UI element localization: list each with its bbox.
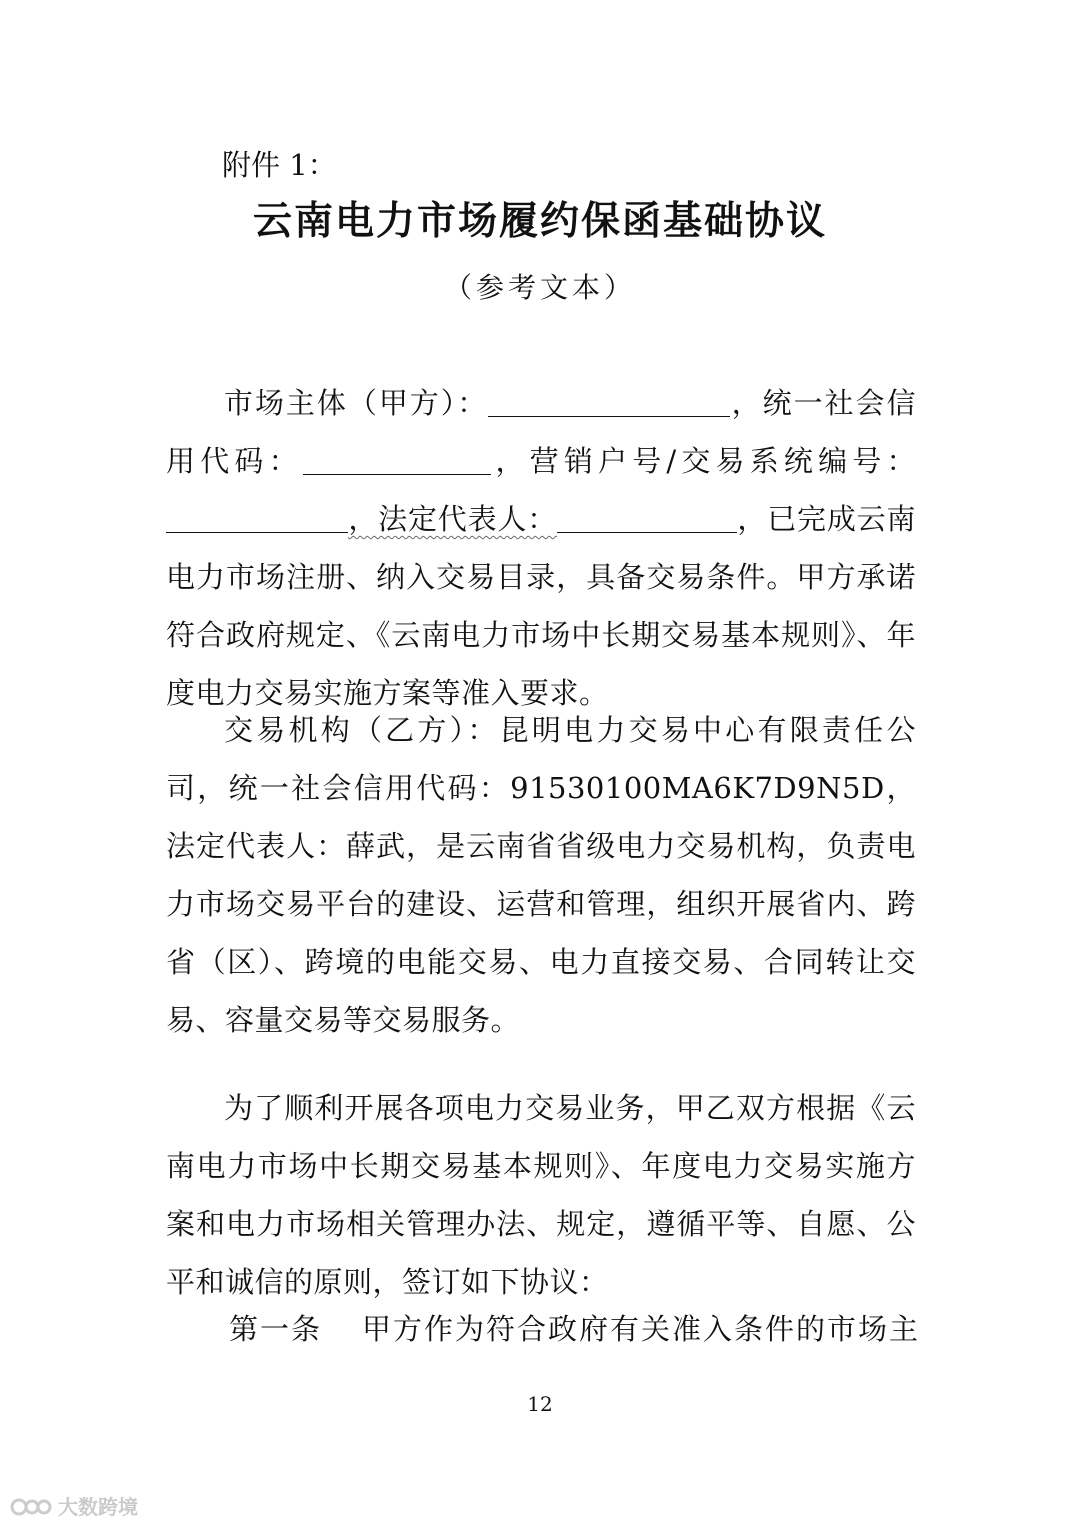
watermark-text: 大数跨境 (58, 1495, 138, 1519)
legal-rep-blank (557, 502, 737, 533)
article-1-text: 甲方作为符合政府有关准入条件的市场主 (362, 1312, 921, 1346)
page-number: 12 (527, 1392, 553, 1416)
preamble-paragraph: 为了顺利开展各项电力交易业务，甲乙双方根据《云南电力市场中长期交易基本规则》、年度电力交易实施方案和电力市场相关管理办法、规定，遵循平等、自愿、公平和诚信的原则，签订如下协议： (166, 1091, 916, 1299)
party-b-paragraph: 交易机构（乙方）：昆明电力交易中心有限责任公司，统一社会信用代码：91530100MA6K7D9N5D，法定代表人：薛武，是云南省省级电力交易机构，负责电力市场交易平台的建设、运营和管理，组织开展省内、跨省（区）、跨境的电能交易、电力直接交易、合同转让交易、容量交易等交易服务。 (166, 713, 916, 1037)
account-number-label: ，营销户号/交易系统编号： (490, 444, 916, 478)
legal-rep-label: ，法定代表人： (348, 502, 558, 536)
credit-code-label: ，统一社会信用代码： (166, 386, 916, 478)
party-a-paragraph (166, 374, 916, 722)
credit-code-blank (303, 444, 491, 475)
attachment-label: 附件 1： (222, 148, 337, 182)
article-1-number: 第一条 (229, 1312, 323, 1346)
watermark (10, 1494, 138, 1520)
document-title: 云南电力市场履约保函基础协议 (252, 199, 827, 244)
watermark-logo-icon (10, 1496, 52, 1518)
account-number-blank (166, 502, 348, 533)
document-subtitle: （参考文本） (443, 271, 636, 304)
article-1 (229, 1300, 920, 1358)
party-name-blank (488, 386, 730, 417)
party-a-label: 市场主体（甲方）： (224, 386, 489, 420)
party-a-description: ，已完成云南电力市场注册、纳入交易目录，具备交易条件。甲方承诺符合政府规定、《云南电力市场中长期交易基本规则》、年度电力交易实施方案等准入要求。 (166, 502, 916, 710)
